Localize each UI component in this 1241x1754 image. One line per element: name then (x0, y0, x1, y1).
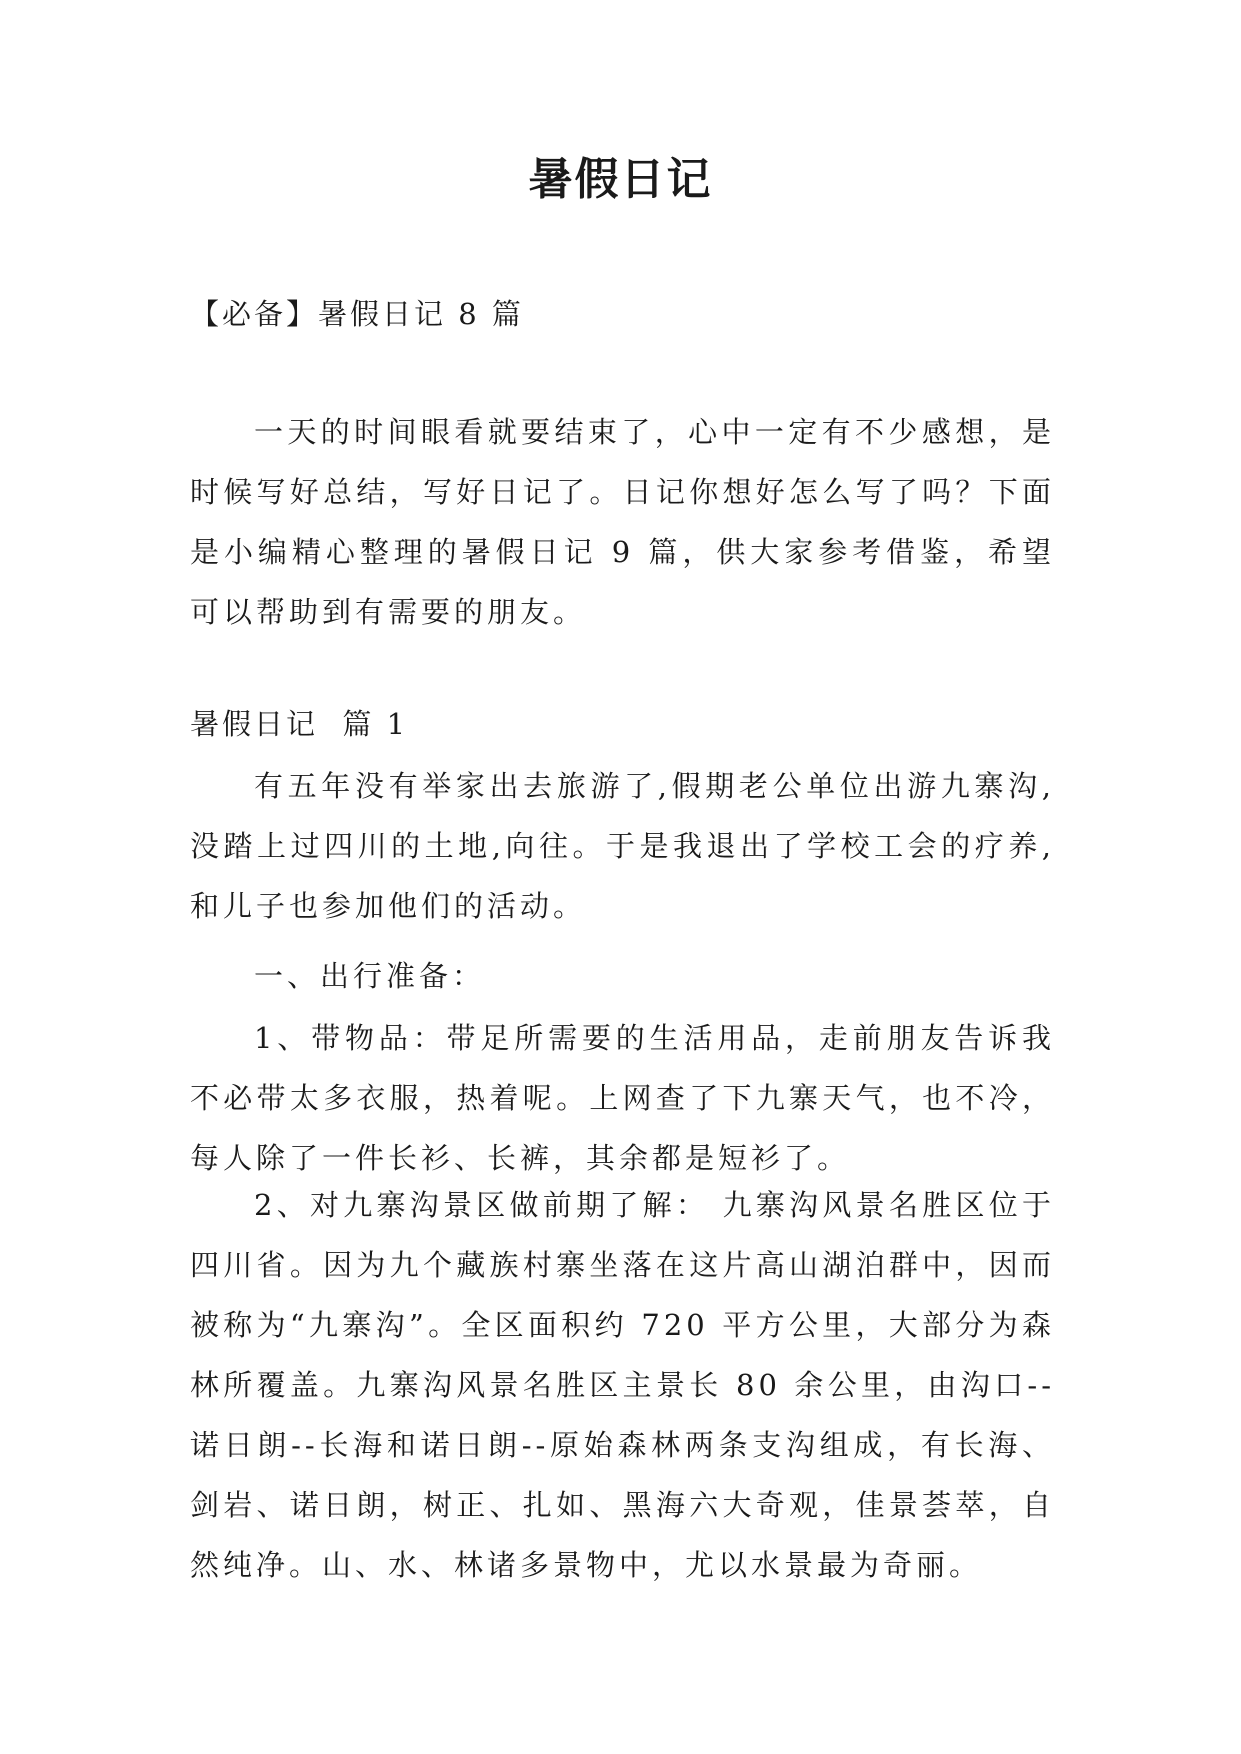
body-paragraph: 有五年没有举家出去旅游了,假期老公单位出游九寨沟,没踏上过四川的土地,向往。于是我退出了学校工会的疗养,和儿子也参加他们的活动。 (190, 769, 1055, 923)
body-paragraph: 一、出行准备： (254, 959, 486, 993)
body-paragraph: 2、对九寨沟景区做前期了解： 九寨沟风景名胜区位于四川省。因为九个藏族村寨坐落在这片高山湖泊群中，因而被称为“九寨沟”。全区面积约 720 平方公里，大部分为森林所覆盖。九寨沟风景名胜区主景长 80 余公里，由沟口--诺日朗--长海和诺日朗--原始森林两条支沟组成，有长海、剑岩、诺日朗，树正、扎如、黑海六大奇观，佳景荟萃，自然纯净。山、水、林诸多景物中，尤以水景最为奇丽。 (190, 1188, 1055, 1582)
body-paragraph: 1、带物品：带足所需要的生活用品，走前朋友告诉我不必带太多衣服，热着呢。上网查了下九寨天气，也不冷，每人除了一件长衫、长裤，其余都是短衫了。 (190, 1021, 1055, 1175)
section-heading: 暑假日记 篇 1 (190, 707, 409, 741)
document-subtitle: 【必备】暑假日记 8 篇 (190, 297, 524, 331)
intro-paragraph: 一天的时间眼看就要结束了，心中一定有不少感想，是时候写好总结，写好日记了。日记你想好怎么写了吗？下面是小编精心整理的暑假日记 9 篇，供大家参考借鉴，希望可以帮助到有需要的朋友。 (190, 415, 1055, 629)
document-title: 暑假日记 (528, 154, 713, 205)
